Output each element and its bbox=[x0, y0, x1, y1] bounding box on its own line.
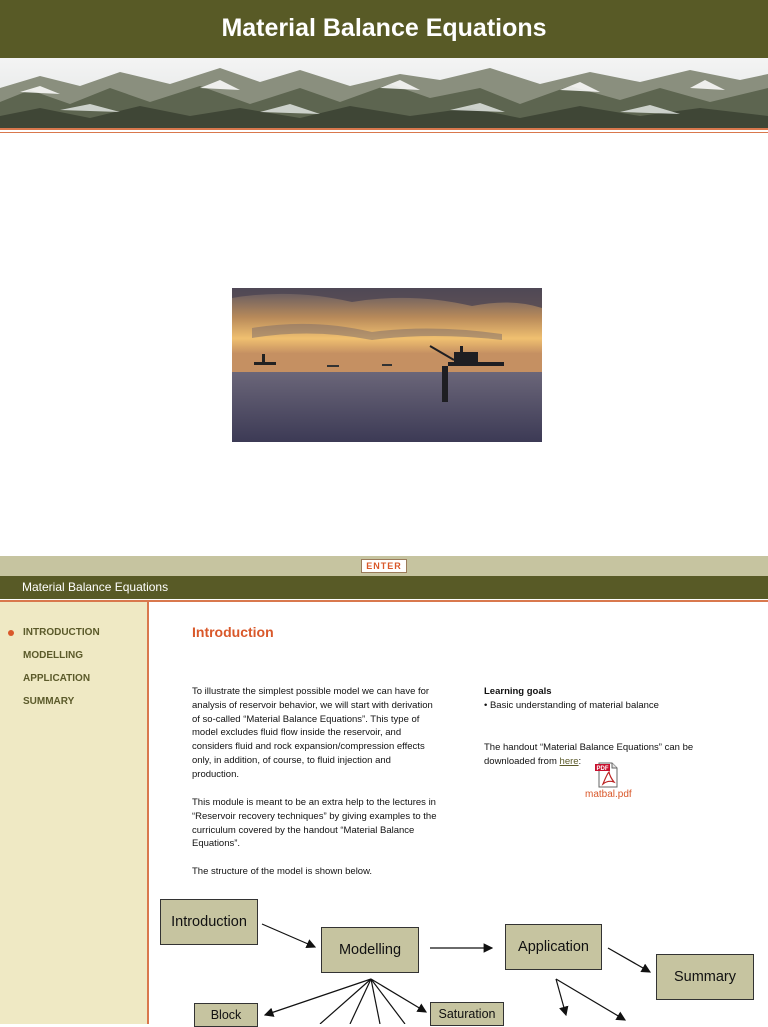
arrow-modelling-branch-1 bbox=[320, 979, 371, 1024]
diagram-box-block[interactable]: Block bbox=[194, 1003, 258, 1027]
arrow-modelling-to-block bbox=[265, 979, 371, 1015]
nav-item-modelling[interactable]: MODELLING bbox=[23, 650, 83, 661]
diagram-box-modelling[interactable]: Modelling bbox=[321, 927, 419, 973]
pdf-badge-label: PDF bbox=[596, 766, 609, 772]
pdf-file-name[interactable]: matbal.pdf bbox=[585, 789, 632, 800]
subheader-title: Material Balance Equations bbox=[22, 580, 169, 594]
pdf-file-icon[interactable] bbox=[594, 762, 620, 788]
mountain-banner-image bbox=[0, 58, 768, 128]
learning-goals-title: Learning goals bbox=[484, 686, 552, 697]
diagram-box-saturation[interactable]: Saturation bbox=[430, 1002, 504, 1026]
sidebar bbox=[0, 602, 149, 1024]
active-bullet-icon bbox=[8, 630, 14, 636]
handout-suffix: : bbox=[578, 756, 582, 767]
structure-paragraph: The structure of the model is shown below. bbox=[192, 866, 373, 877]
arrow-modelling-branch-4 bbox=[371, 979, 405, 1024]
nav-item-summary[interactable]: SUMMARY bbox=[23, 696, 75, 707]
banner-divider bbox=[0, 128, 768, 130]
oil-platform-photo bbox=[232, 288, 542, 442]
diagram-box-application[interactable]: Application bbox=[505, 924, 602, 970]
nav-item-application[interactable]: APPLICATION bbox=[23, 673, 91, 684]
nav-item-introduction[interactable]: INTRODUCTION bbox=[23, 627, 100, 638]
arrow-application-to-summary bbox=[608, 948, 650, 972]
learning-goal-text: Basic understanding of material balance bbox=[489, 700, 659, 711]
intro-paragraph: To illustrate the simplest possible model we can have for analysis of reservoir behavior, we will start with derivation of so-called “Material Balance Equations”. This type of model excludes fluid flow inside the reservoir, and considers fluid and rock expansion/compression effects only, in addition, of course, to fluid injection and production. bbox=[192, 686, 433, 780]
diagram-box-summary[interactable]: Summary bbox=[656, 954, 754, 1000]
handout-download-link[interactable]: here bbox=[559, 756, 579, 767]
enter-button[interactable]: ENTER bbox=[361, 559, 407, 573]
page-title: Material Balance Equations bbox=[221, 14, 547, 42]
arrow-intro-to-modelling bbox=[262, 924, 315, 947]
arrow-modelling-branch-2 bbox=[350, 979, 371, 1024]
arrow-application-down-2 bbox=[556, 979, 625, 1020]
arrow-modelling-to-saturation bbox=[371, 979, 426, 1012]
arrow-modelling-branch-3 bbox=[371, 979, 380, 1024]
diagram-box-introduction[interactable]: Introduction bbox=[160, 899, 258, 945]
module-paragraph: This module is meant to be an extra help to the lectures in “Reservoir recovery techniques” by giving examples to the curriculum covered by the handout “Material Balance Equations”. bbox=[192, 797, 437, 850]
section-heading: Introduction bbox=[192, 624, 274, 640]
banner-divider-thin bbox=[0, 132, 768, 133]
handout-sentence: The handout “Material Balance Equations” can be downloaded from bbox=[484, 742, 694, 767]
arrow-application-down-1 bbox=[556, 979, 566, 1015]
learning-goal-item: • Basic understanding of material balance bbox=[484, 700, 659, 711]
